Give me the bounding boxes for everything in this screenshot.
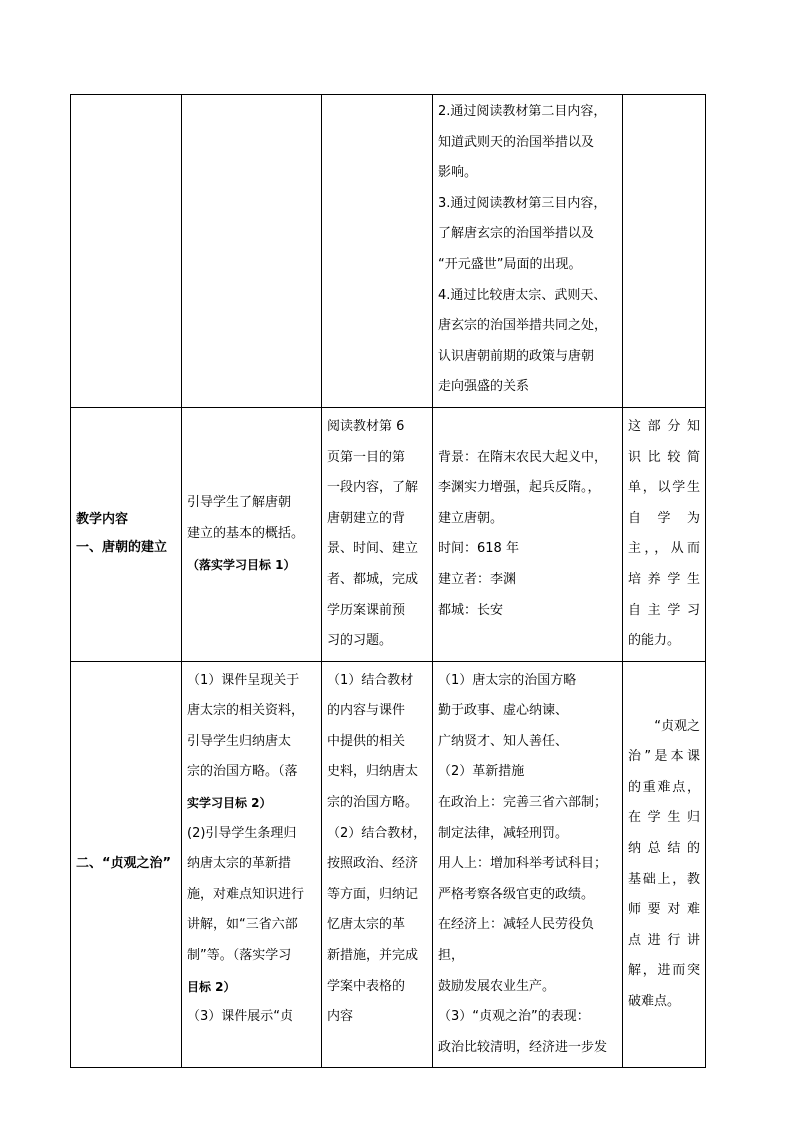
table-row	[71, 661, 706, 1068]
cell-r1-objectives	[433, 95, 623, 408]
text-line: 时间：618 年	[438, 541, 519, 557]
objective-line: 认识唐朝前期的政策与唐朝	[438, 348, 595, 364]
text-line: 讲解，如“三省六部	[187, 917, 298, 933]
section-label: 教学内容	[76, 512, 129, 528]
text-line: 单，以学生	[628, 480, 700, 496]
cell-design-intent	[623, 407, 706, 661]
text-line: 纳总结的	[628, 840, 700, 856]
cell-r1-c1	[71, 95, 182, 408]
text-line: 引导学生归纳唐太	[187, 733, 292, 749]
text-line: 唐朝建立的背	[327, 510, 406, 526]
text-line: （3）“贞观之治”的表现：	[438, 1009, 590, 1025]
text-line: 学历案课前预	[327, 602, 406, 618]
cell-design-intent	[623, 661, 706, 1068]
text-line: 习的习题。	[327, 633, 393, 649]
section-title: 一、唐朝的建立	[76, 540, 168, 556]
cell-r1-c5	[623, 95, 706, 408]
objective-line: 3.通过阅读教材第三目内容，	[438, 195, 607, 211]
text-line: 师要对难	[628, 902, 700, 918]
text-line: 一段内容，了解	[327, 480, 419, 496]
cell-teacher-activity	[182, 407, 322, 661]
cell-content-summary	[433, 661, 623, 1068]
text-line: 宗的治国方略。（落	[187, 764, 298, 780]
text-line: （2）革新措施	[438, 764, 525, 780]
objective-line: 2.通过阅读教材第二目内容，	[438, 104, 607, 119]
text-line: 都城：长安	[438, 602, 504, 618]
text-line: （2）结合教材，	[327, 825, 427, 841]
table-row	[71, 95, 706, 408]
objective-line: 知道武则天的治国举措以及	[438, 134, 595, 150]
text-line: 页第一目的第	[327, 449, 406, 465]
text-line: 背景：在隋末农民大起义中，	[438, 449, 608, 465]
text-line: 广纳贤才、知人善任、	[438, 733, 569, 749]
lesson-plan-table	[70, 94, 706, 1068]
text-line: （1）课件呈现关于	[187, 672, 300, 688]
objective-line: 走向强盛的关系	[438, 379, 530, 395]
text-line: 制”等。（落实学习	[187, 948, 292, 964]
cell-teaching-content	[71, 661, 182, 1068]
text-line: 引导学生了解唐朝	[187, 495, 292, 511]
text-line: 制定法律，减轻刑罚。	[438, 825, 569, 841]
text-line: 的重难点，	[628, 779, 700, 795]
text-line: 点进行讲	[628, 932, 700, 948]
objective-line: 影响。	[438, 165, 478, 181]
text-line: （1）唐太宗的治国方略	[438, 672, 577, 688]
text-line: 建立唐朝。	[438, 510, 504, 526]
text-line: 政治比较清明，经济进一步发	[438, 1039, 608, 1055]
cell-student-activity	[322, 407, 433, 661]
text-line: 内容	[327, 1009, 354, 1025]
text-line: 宗的治国方略。	[327, 795, 419, 811]
cell-teacher-activity	[182, 661, 322, 1068]
text-line: “贞观之	[654, 718, 700, 734]
text-line: (2)引导学生条理归	[187, 825, 297, 841]
text-line: （1）结合教材	[327, 672, 414, 688]
text-line: 严格考察各级官吏的政绩。	[438, 886, 595, 902]
cell-student-activity	[322, 661, 433, 1068]
text-line: 阅读教材第 6	[327, 418, 405, 434]
text-line: 新措施，并完成	[327, 948, 419, 964]
text-line: 自学为	[628, 510, 700, 526]
text-line: 主，，从而	[628, 541, 700, 557]
text-line: 学案中表格的	[327, 978, 406, 994]
text-line: 建立者：李渊	[438, 571, 517, 587]
text-line: 施，对难点知识进行	[187, 886, 305, 902]
text-line: 识比较简	[628, 449, 700, 465]
text-line: 破难点。	[628, 993, 681, 1009]
text-line: 培养学生	[628, 571, 700, 587]
cell-r1-c3	[322, 95, 433, 408]
text-line: 在政治上：完善三省六部制；	[438, 795, 608, 811]
text-line: 解，进而突	[628, 963, 700, 979]
text-line: 中提供的相关	[327, 733, 406, 749]
table-row	[71, 407, 706, 661]
text-line: 勤于政事、虚心纳谏、	[438, 703, 569, 719]
text-line: 史料，归纳唐太	[327, 764, 419, 780]
objective-ref: 目标 2）	[187, 979, 236, 994]
text-line: 的内容与课件	[327, 703, 406, 719]
text-line: 景、时间、建立	[327, 541, 419, 557]
objective-line: 4.通过比较唐太宗、武则天、	[438, 287, 607, 303]
objective-ref: （落实学习目标 1）	[187, 557, 296, 572]
text-line: 的能力。	[628, 633, 681, 649]
text-line: 自主学习	[628, 602, 700, 618]
text-line: 建立的基本的概括。	[187, 526, 305, 542]
objective-ref: 实学习目标 2）	[187, 796, 272, 811]
objective-line: “开元盛世”局面的出现。	[438, 256, 582, 272]
cell-r1-c2	[182, 95, 322, 408]
text-line: 在学生归	[628, 810, 700, 826]
text-line: 基础上，教	[628, 871, 700, 887]
text-line: 治”是本课	[628, 749, 700, 765]
cell-teaching-content	[71, 407, 182, 661]
objective-line: 唐玄宗的治国举措共同之处，	[438, 318, 608, 334]
text-line: 唐太宗的相关资料，	[187, 703, 305, 719]
cell-content-summary	[433, 407, 623, 661]
text-line: 用人上：增加科举考试科目；	[438, 856, 608, 872]
text-line: 忆唐太宗的革	[327, 917, 406, 933]
text-line: 纳唐太宗的革新措	[187, 856, 292, 872]
text-line: 李渊实力增强，起兵反隋。，	[438, 480, 601, 496]
text-line: 等方面，归纳记	[327, 886, 419, 902]
text-line: 鼓励发展农业生产。	[438, 978, 556, 994]
section-title: 二、“贞观之治”	[76, 856, 172, 872]
text-line: （3）课件展示“贞	[187, 1009, 294, 1025]
objective-line: 了解唐玄宗的治国举措以及	[438, 226, 595, 242]
text-line: 者、都城，完成	[327, 571, 419, 587]
text-line: 按照政治、经济	[327, 856, 419, 872]
text-line: 在经济上：减轻人民劳役负担，	[438, 917, 595, 964]
text-line: 这部分知	[628, 418, 700, 434]
